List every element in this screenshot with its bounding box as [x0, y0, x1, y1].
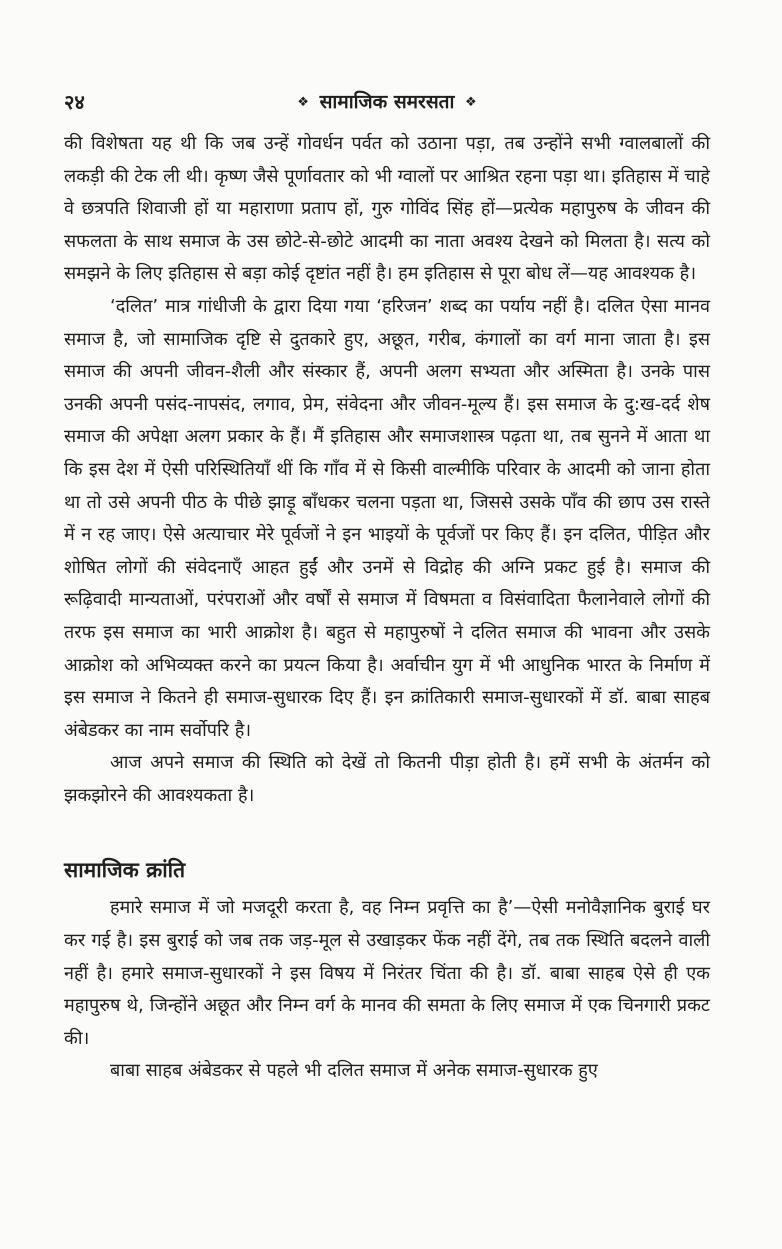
paragraph: बाबा साहब अंबेडकर से पहले भी दलित समाज में अनेक समाज-सुधारक हुए [110, 1060, 598, 1082]
running-title-text: सामाजिक समरसता [319, 91, 455, 113]
paragraph: हमारे समाज में जो मजदूरी करता है, वह निम्न प्रवृत्ति का है’—ऐसी मनोवैज्ञानिक बुराई घर कर गई है। इस बुराई को जब तक जड़-मूल से उखाड़कर फेंक नहीं देंगे, तब तक स्थिति बदलने वाली नहीं है। हमारे समाज-सुधारकों ने इस विषय में निरंतर चिंता की है। डॉ. बाबा साहब ऐसे ही एक महापुरुष थे, जिन्होंने अछूत और निम्न वर्ग के मानव की समता के लिए समाज में एक चिनगारी प्रकट की। [64, 897, 710, 1049]
paragraph: आज अपने समाज की स्थिति को देखें तो कितनी पीड़ा होती है। हमें सभी के अंतर्मन को झकझोरने की आवश्यकता है। [64, 752, 710, 806]
ornament-diamond-icon: ❖ [297, 95, 309, 110]
section-heading: सामाजिक क्रांति [64, 858, 186, 883]
paragraph: की विशेषता यह थी कि जब उन्हें गोवर्धन पर्वत को उठाना पड़ा, तब उन्होंने सभी ग्वालबालों की लकड़ी की टेक ली थी। कृष्ण जैसे पूर्णावतार को भी ग्वालों पर आश्रित रहना पड़ा था। इतिहास में चाहे वे छत्रपति शिवाजी हों या महाराणा प्रताप हों, गुरु गोविंद सिंह हों—प्रत्येक महापुरुष के जीवन की सफलता के साथ समाज के उस छोटे-से-छोटे आदमी का नाता अवश्य देखने को मिलता है। सत्य को समझने के लिए इतिहास से बड़ा कोई दृष्टांत नहीं है। हम इतिहास से पूरा बोध लें—यह आवश्यक है। [64, 133, 710, 285]
page-header [64, 88, 710, 116]
page-body [64, 128, 710, 1088]
ornament-diamond-icon: ❖ [465, 95, 477, 110]
running-title [64, 88, 710, 114]
page-number: २४ [64, 90, 85, 114]
paragraph: ‘दलित’ मात्र गांधीजी के द्वारा दिया गया ‘हरिजन’ शब्द का पर्याय नहीं है। दलित ऐसा मानव समाज है, जो सामाजिक दृष्टि से दुतकारे हुए, अछूत, गरीब, कंगालों का वर्ग माना जाता है। इस समाज की अपनी जीवन-शैली और संस्कार हैं, अपनी अलग सभ्यता और अस्मिता है। उनके पास उनकी अपनी पसंद-नापसंद, लगाव, प्रेम, संवेदना और जीवन-मूल्य हैं। इस समाज के दु:ख-दर्द शेष समाज की अपेक्षा अलग प्रकार के हैं। मैं इतिहास और समाजशास्त्र पढ़ता था, तब सुनने में आता था कि इस देश में ऐसी परिस्थितियाँ थीं कि गाँव में से किसी वाल्मीकि परिवार के आदमी को जाना होता था तो उसे अपनी पीठ के पीछे झाड़ू बाँधकर चलना पड़ता था, जिससे उसके पाँव की छाप उस रास्ते में न रह जाए। ऐसे अत्याचार मेरे पूर्वजों ने इन भाइयों के पूर्वजों पर किए हैं। इन दलित, पीड़ित और शोषित लोगों की संवेदनाएँ आहत हुईं और उनमें से विद्रोह की अग्नि प्रकट हुई है। समाज की रूढ़िवादी मान्यताओं, परंपराओं और वर्षों से समाज में विषमता व विसंवादिता फैलानेवाले लोगों की तरफ इस समाज का भारी आक्रोश है। बहुत से महापुरुषों ने दलित समाज की भावना और उसके आक्रोश को अभिव्यक्त करने का प्रयत्न किया है। अर्वाचीन युग में भी आधुनिक भारत के निर्माण में इस समाज ने कितने ही समाज-सुधारक दिए हैं। इन क्रांतिकारी समाज-सुधारकों में डॉ. बाबा साहब अंबेडकर का नाम सर्वोपरि है। [64, 295, 710, 741]
